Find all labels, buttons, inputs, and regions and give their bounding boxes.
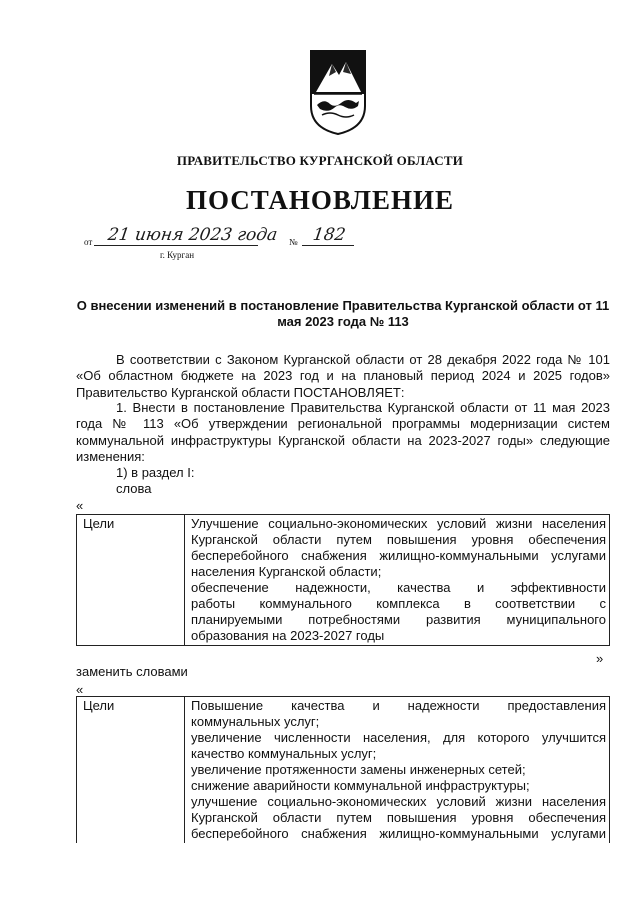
words-label: слова bbox=[116, 481, 152, 496]
date-prefix: от bbox=[84, 237, 93, 247]
goal-line: работы коммунального комплекса в соответствии с bbox=[191, 596, 606, 611]
city: г. Курган bbox=[160, 250, 195, 260]
item-1-paragraph bbox=[76, 400, 610, 465]
table-row bbox=[77, 515, 610, 646]
goal-line: населения Курганской области; bbox=[191, 564, 382, 579]
goal-line: Улучшение социально-экономических условий жизни населения bbox=[191, 516, 606, 531]
handwritten-number: 182 bbox=[311, 225, 347, 245]
goal-line: снижение аварийности коммунальной инфраструктуры; bbox=[191, 778, 530, 793]
old-goals-label: Цели bbox=[77, 515, 185, 646]
table-row bbox=[77, 697, 610, 844]
goal-line: обеспечение надежности, качества и эффективности bbox=[191, 580, 606, 595]
coat-of-arms-emblem bbox=[308, 48, 368, 136]
replace-label: заменить словами bbox=[76, 664, 188, 679]
goal-line: образования на 2023-2027 годы bbox=[191, 628, 385, 643]
subitem-1: 1) в раздел I: bbox=[116, 465, 195, 480]
goal-line: увеличение численности населения, для которого улучшится bbox=[191, 730, 606, 745]
open-quote-2: « bbox=[76, 682, 84, 697]
goal-line: бесперебойного снабжения жилищно-коммунальными услугами bbox=[191, 548, 606, 563]
goal-line: Курганской области путем повышения уровня обеспечения bbox=[191, 532, 606, 547]
number-underline bbox=[302, 245, 354, 246]
number-prefix: № bbox=[289, 237, 298, 247]
goal-line: увеличение протяженности замены инженерных сетей; bbox=[191, 762, 526, 777]
new-goals-table bbox=[76, 696, 610, 843]
goal-line: планируемыми потребностями развития муниципального bbox=[191, 612, 606, 627]
goal-line: улучшение социально-экономических условий жизни населения bbox=[191, 794, 606, 809]
document-type: ПОСТАНОВЛЕНИЕ bbox=[185, 185, 455, 215]
date-underline bbox=[94, 245, 258, 246]
government-name: ПРАВИТЕЛЬСТВО КУРГАНСКОЙ ОБЛАСТИ bbox=[176, 153, 464, 168]
goal-line: коммунальных услуг; bbox=[191, 714, 320, 729]
preamble-paragraph bbox=[76, 352, 610, 401]
old-goals-table bbox=[76, 514, 610, 646]
goal-line: бесперебойного снабжения жилищно-коммунальными услугами bbox=[191, 826, 606, 841]
handwritten-date: 21 июня 2023 года bbox=[106, 225, 279, 245]
open-quote-1: « bbox=[76, 498, 84, 513]
goal-line: качество коммунальных услуг; bbox=[191, 746, 377, 761]
preamble-text: В соответствии с Законом Курганской области от 28 декабря 2022 года № 101 «Об областном бюджете на 2023 год и на плановый период 2024 и 2025 годов» Правительство Курганской области ПОСТАНОВЛЯЕТ: bbox=[76, 352, 610, 400]
goal-line: Повышение качества и надежности предоставления bbox=[191, 698, 606, 713]
new-goals-text bbox=[185, 697, 610, 844]
new-goals-label: Цели bbox=[77, 697, 185, 844]
goal-line: Курганской области путем повышения уровня обеспечения bbox=[191, 810, 606, 825]
document-title: О внесении изменений в постановление Правительства Курганской области от 11 мая 2023 года № 113 bbox=[76, 298, 610, 329]
item-1-text: 1. Внести в постановление Правительства Курганской области от 11 мая 2023 года № 113 «Об утверждении региональной программы модернизации систем коммунальной инфраструктуры Курганской области на 2023-2027 годы» следующие изменения: bbox=[76, 400, 610, 464]
old-goals-text bbox=[185, 515, 610, 646]
close-quote-1: » bbox=[596, 651, 604, 666]
